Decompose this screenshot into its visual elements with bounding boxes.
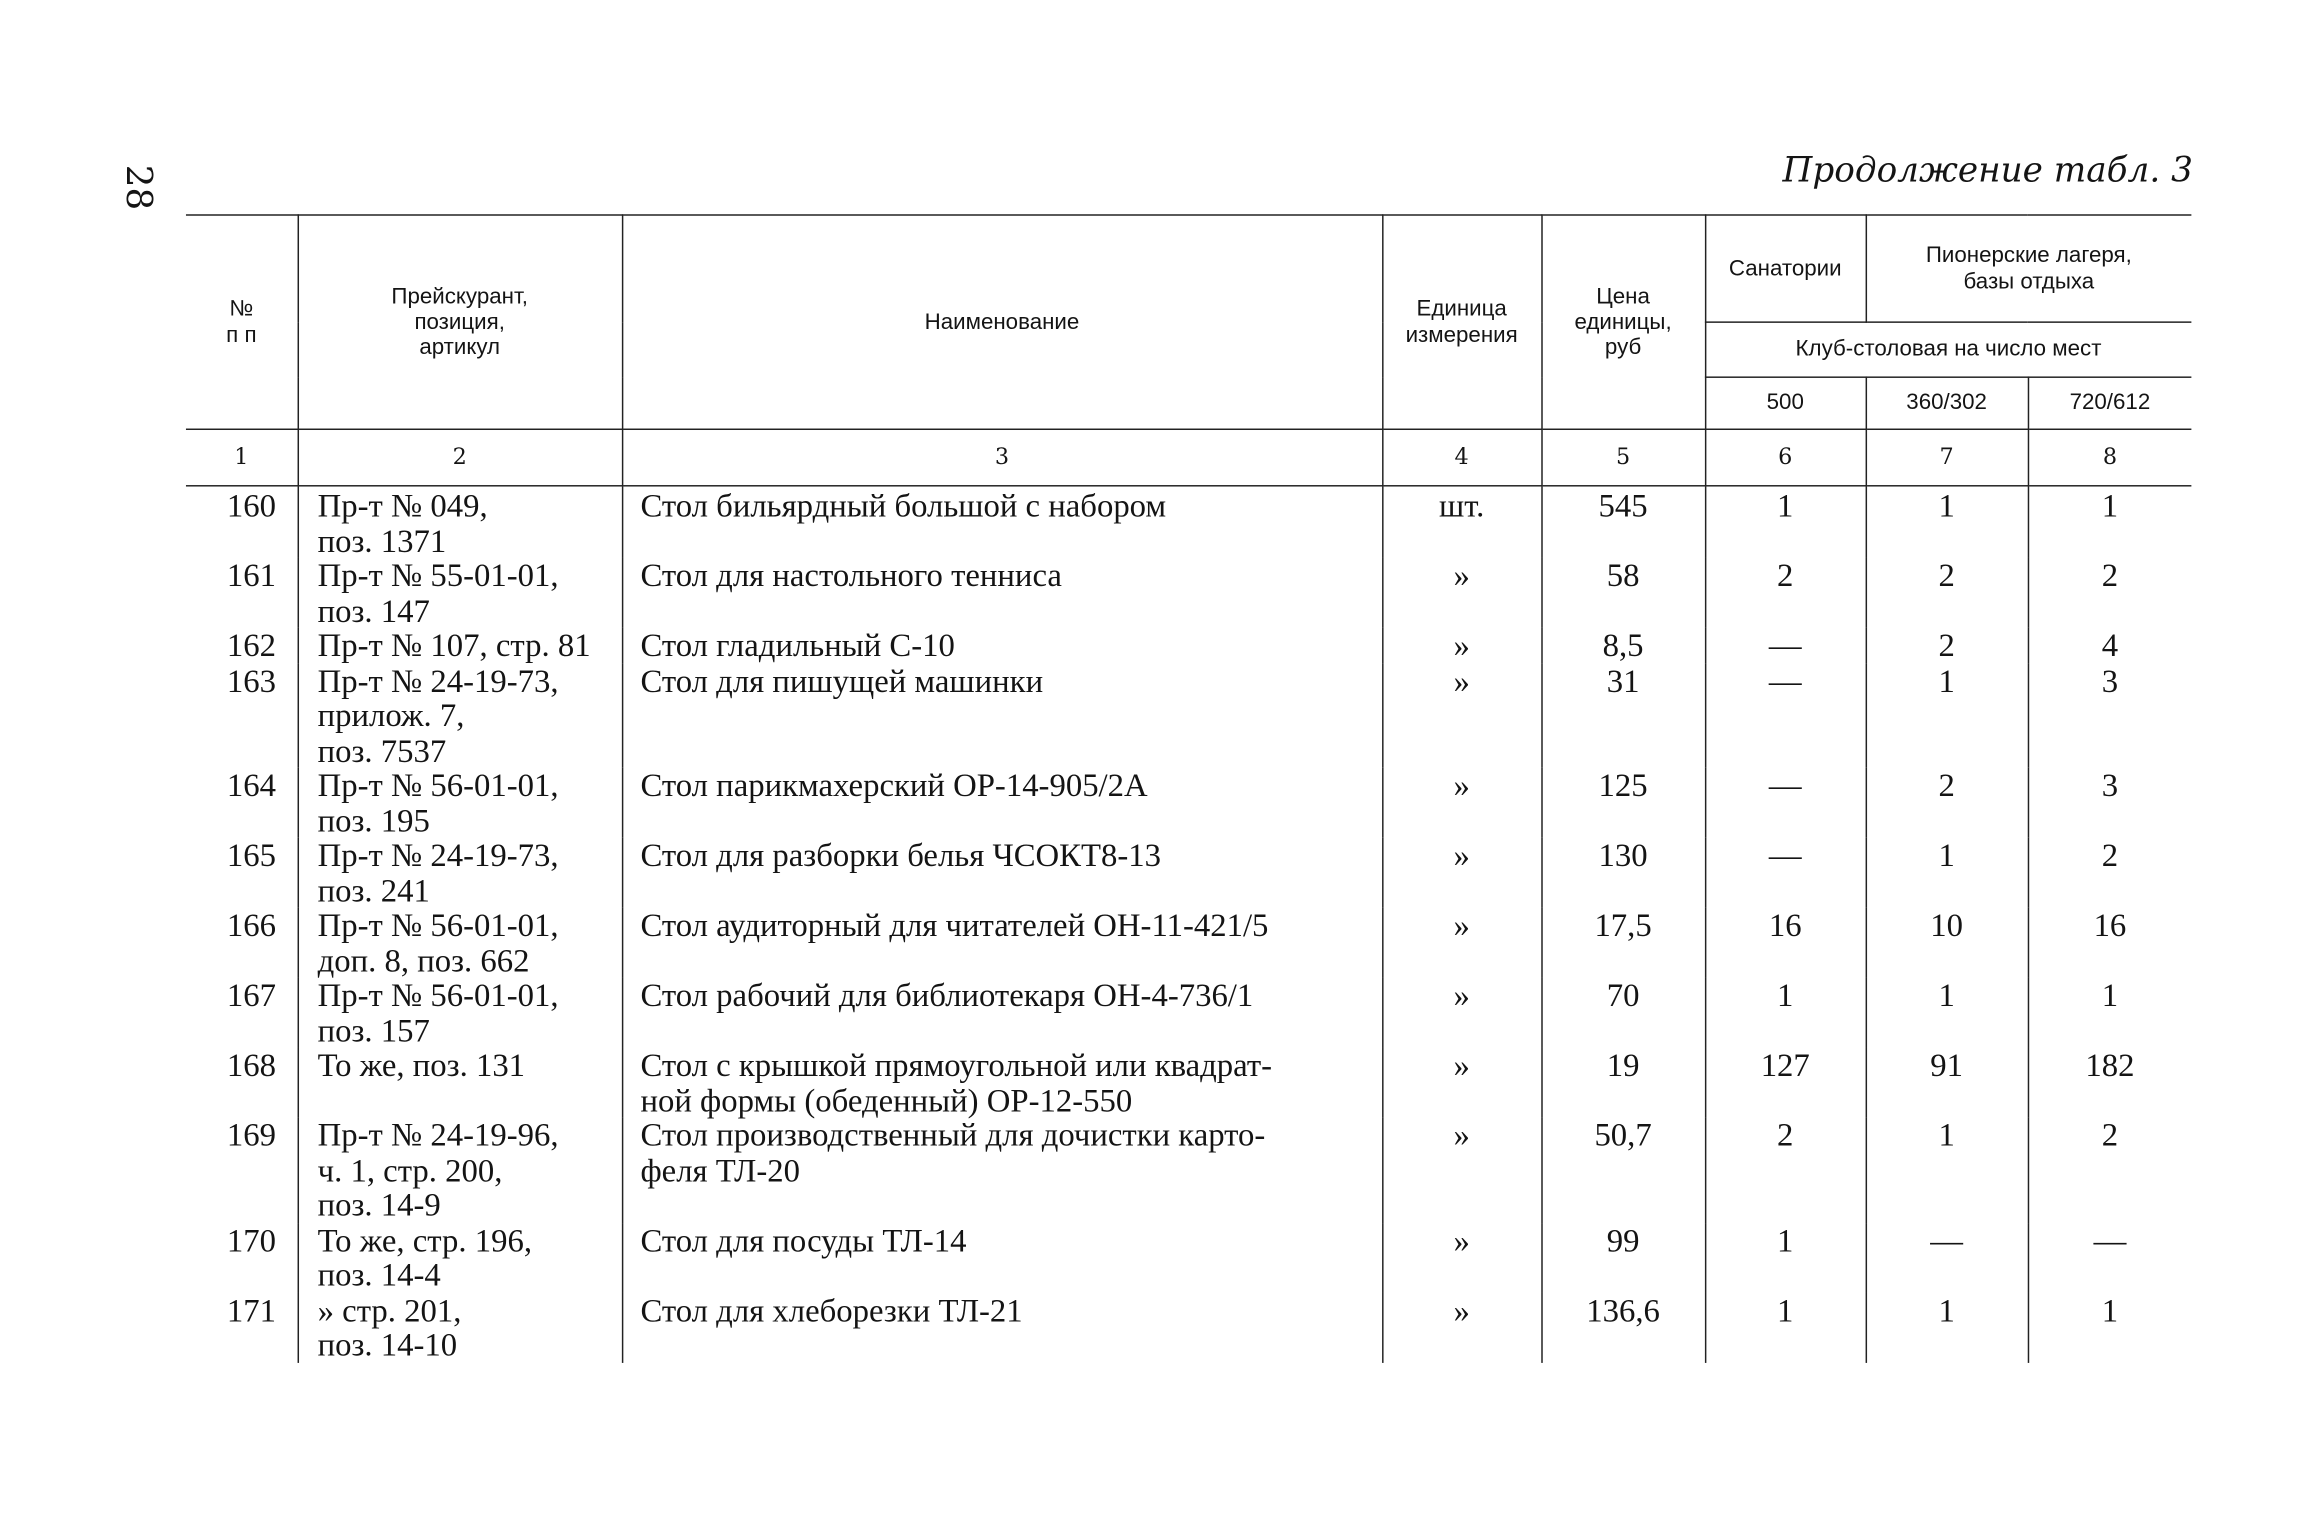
qty-camp-360: 1 xyxy=(1866,838,2028,908)
qty-camp-720: 3 xyxy=(2101,766,2119,804)
row-number: 163 xyxy=(186,663,298,768)
item-name-line: ной формы (обеденный) ОР-12-550 xyxy=(640,1080,1133,1119)
item-name-line: Стол гладильный С-10 xyxy=(640,626,955,664)
row-number: 170 xyxy=(186,1222,298,1292)
column-number: 1 xyxy=(186,429,298,486)
item-name xyxy=(622,486,1382,558)
item-name xyxy=(622,558,1382,628)
table-row xyxy=(186,768,2191,838)
qty-sanatorium-500: — xyxy=(1705,838,1866,908)
row-number: 168 xyxy=(186,1047,298,1117)
item-name xyxy=(622,978,1382,1048)
price-list-ref-line: поз. 1371 xyxy=(317,521,447,559)
price-list-ref-line: Пр-т № 56-01-01, xyxy=(317,976,559,1014)
item-name-line: Стол для разборки белья ЧСОКТ8-13 xyxy=(640,836,1162,874)
qty-sanatorium-500: — xyxy=(1705,663,1866,768)
column-number: 7 xyxy=(1866,429,2028,486)
item-name xyxy=(622,1222,1382,1292)
header-unit: Единица измерения xyxy=(1382,215,1541,429)
table-row xyxy=(186,628,2191,663)
price-list-ref xyxy=(298,486,622,558)
price-list-ref-line: поз. 147 xyxy=(317,591,430,629)
table-row xyxy=(186,1222,2191,1292)
item-name xyxy=(622,768,1382,838)
price-list-ref-line: поз. 14-4 xyxy=(317,1255,441,1293)
qty-sanatorium-500: 1 xyxy=(1705,486,1866,558)
item-name-line: Стол производственный для дочистки карто- xyxy=(640,1115,1266,1154)
price-list-ref-line: поз. 241 xyxy=(317,871,430,909)
qty-camp-360: 1 xyxy=(1866,663,2028,768)
price-list-ref xyxy=(298,768,622,838)
price-list-ref xyxy=(298,1292,622,1362)
qty-sanatorium-500: 2 xyxy=(1705,558,1866,628)
table-row xyxy=(186,1047,2191,1117)
qty-camp-360: 1 xyxy=(1866,486,2028,558)
table-row xyxy=(186,486,2191,558)
item-name-line: Стол для пишущей машинки xyxy=(640,661,1044,699)
row-number: 166 xyxy=(186,908,298,978)
table-row xyxy=(186,558,2191,628)
item-name-line: Стол для посуды ТЛ-14 xyxy=(640,1220,967,1259)
header-seats-500: 500 xyxy=(1705,377,1866,429)
qty-camp-720: 2 xyxy=(2101,556,2119,594)
qty-camp-360: 2 xyxy=(1866,558,2028,628)
item-name-line: Стол бильярдный большой с набором xyxy=(640,486,1167,524)
price-list-ref-line: Пр-т № 24-19-73, xyxy=(317,836,559,874)
item-name xyxy=(622,908,1382,978)
row-number: 165 xyxy=(186,838,298,908)
qty-camp-720: 3 xyxy=(2101,661,2119,699)
qty-camp-360: 10 xyxy=(1866,908,2028,978)
unit: » xyxy=(1382,908,1541,978)
qty-camp-360: 91 xyxy=(1866,1047,2028,1117)
item-name xyxy=(622,1117,1382,1222)
qty-sanatorium-500: 2 xyxy=(1705,1117,1866,1222)
table-body xyxy=(186,486,2191,1362)
price-list-ref-line: прилож. 7, xyxy=(317,696,465,734)
unit-price: 99 xyxy=(1541,1222,1705,1292)
header-camps: Пионерские лагеря, базы отдыха xyxy=(1866,215,2192,322)
item-name-line: Стол с крышкой прямоугольной или квадрат- xyxy=(640,1045,1273,1084)
item-name-line: Стол для хлеборезки ТЛ-21 xyxy=(640,1290,1023,1328)
qty-camp-720: 16 xyxy=(2093,906,2127,944)
price-list-ref-line: Пр-т № 56-01-01, xyxy=(317,906,559,944)
price-list-ref-line: поз. 14-9 xyxy=(317,1185,441,1224)
qty-camp-720: 1 xyxy=(2101,486,2119,524)
price-list-ref-line: То же, поз. 131 xyxy=(317,1045,526,1084)
page-number: 28 xyxy=(117,164,160,211)
header-sanatorium: Санатории xyxy=(1705,215,1866,322)
equipment-table xyxy=(186,214,2191,1362)
price-list-ref xyxy=(298,558,622,628)
qty-camp-360: 2 xyxy=(1866,768,2028,838)
column-number: 2 xyxy=(298,429,622,486)
header-club: Клуб-столовая на число мест xyxy=(1705,322,2191,377)
table-caption: Продолжение табл. 3 xyxy=(1782,151,2193,191)
column-number: 3 xyxy=(622,429,1382,486)
price-list-ref-line: Пр-т № 049, xyxy=(317,486,488,524)
price-list-ref-line: поз. 7537 xyxy=(317,731,447,769)
row-number: 169 xyxy=(186,1117,298,1222)
unit: » xyxy=(1382,1117,1541,1222)
qty-camp-720: 182 xyxy=(2085,1045,2135,1084)
price-list-ref-line: Пр-т № 107, стр. 81 xyxy=(317,626,591,664)
price-list-ref-line: ч. 1, стр. 200, xyxy=(317,1150,503,1189)
unit-price: 130 xyxy=(1541,838,1705,908)
price-list-ref-line: Пр-т № 24-19-96, xyxy=(317,1115,559,1154)
table-row xyxy=(186,978,2191,1048)
unit: » xyxy=(1382,558,1541,628)
qty-camp-720: 2 xyxy=(2101,1115,2119,1154)
row-number: 161 xyxy=(186,558,298,628)
row-number: 167 xyxy=(186,978,298,1048)
item-name xyxy=(622,628,1382,663)
unit: » xyxy=(1382,768,1541,838)
price-list-ref xyxy=(298,1047,622,1117)
column-number: 4 xyxy=(1382,429,1541,486)
table-row xyxy=(186,1117,2191,1222)
item-name-line: Стол аудиторный для читателей ОН-11-421/5 xyxy=(640,906,1269,944)
item-name xyxy=(622,663,1382,768)
price-list-ref-line: Пр-т № 55-01-01, xyxy=(317,556,559,594)
qty-camp-720: 1 xyxy=(2101,1290,2119,1328)
unit: » xyxy=(1382,838,1541,908)
qty-sanatorium-500: 1 xyxy=(1705,1292,1866,1362)
price-list-ref xyxy=(298,838,622,908)
unit-price: 136,6 xyxy=(1541,1292,1705,1362)
row-number: 160 xyxy=(186,486,298,558)
qty-camp-360: 1 xyxy=(1866,1117,2028,1222)
table-row xyxy=(186,1292,2191,1362)
price-list-ref-line: Пр-т № 24-19-73, xyxy=(317,661,559,699)
item-name xyxy=(622,1047,1382,1117)
qty-camp-720: 2 xyxy=(2101,836,2119,874)
item-name-line: Стол парикмахерский ОР-14-905/2А xyxy=(640,766,1148,804)
price-list-ref xyxy=(298,663,622,768)
qty-sanatorium-500: 1 xyxy=(1705,1222,1866,1292)
unit-price: 125 xyxy=(1541,768,1705,838)
qty-camp-720: — xyxy=(2093,1220,2127,1259)
header-no: № п п xyxy=(186,215,298,429)
item-name xyxy=(622,838,1382,908)
qty-camp-720: 4 xyxy=(2101,626,2119,664)
unit: » xyxy=(1382,1292,1541,1362)
qty-camp-720: 1 xyxy=(2101,976,2119,1014)
qty-sanatorium-500: 1 xyxy=(1705,978,1866,1048)
header-name: Наименование xyxy=(622,215,1382,429)
qty-camp-360: — xyxy=(1866,1222,2028,1292)
qty-sanatorium-500: 127 xyxy=(1705,1047,1866,1117)
unit-price: 8,5 xyxy=(1541,628,1705,663)
column-number: 5 xyxy=(1541,429,1705,486)
unit-price: 58 xyxy=(1541,558,1705,628)
price-list-ref-line: То же, стр. 196, xyxy=(317,1220,533,1259)
header-price: Цена единицы, руб xyxy=(1541,215,1705,429)
unit: » xyxy=(1382,978,1541,1048)
price-list-ref-line: Пр-т № 56-01-01, xyxy=(317,766,559,804)
unit: » xyxy=(1382,628,1541,663)
price-list-ref xyxy=(298,1222,622,1292)
table-row xyxy=(186,838,2191,908)
item-name-line: феля ТЛ-20 xyxy=(640,1150,800,1189)
unit: шт. xyxy=(1382,486,1541,558)
unit-price: 70 xyxy=(1541,978,1705,1048)
item-name-line: Стол рабочий для библиотекаря ОН-4-736/1 xyxy=(640,976,1254,1014)
unit-price: 17,5 xyxy=(1541,908,1705,978)
row-number: 162 xyxy=(186,628,298,663)
price-list-ref xyxy=(298,978,622,1048)
column-number: 8 xyxy=(2028,429,2192,486)
price-list-ref-line: » стр. 201, xyxy=(317,1290,462,1328)
price-list-ref-line: поз. 157 xyxy=(317,1011,430,1049)
item-name-line: Стол для настольного тенниса xyxy=(640,556,1062,594)
header-seats-360: 360/302 xyxy=(1866,377,2028,429)
qty-camp-360: 1 xyxy=(1866,1292,2028,1362)
price-list-ref-line: поз. 14-10 xyxy=(317,1325,458,1363)
unit-price: 19 xyxy=(1541,1047,1705,1117)
header-price-list: Прейскурант, позиция, артикул xyxy=(298,215,622,429)
row-number: 171 xyxy=(186,1292,298,1362)
price-list-ref-line: доп. 8, поз. 662 xyxy=(317,941,530,979)
table-row xyxy=(186,908,2191,978)
unit: » xyxy=(1382,1222,1541,1292)
qty-camp-360: 1 xyxy=(1866,978,2028,1048)
unit-price: 31 xyxy=(1541,663,1705,768)
unit-price: 545 xyxy=(1541,486,1705,558)
qty-sanatorium-500: — xyxy=(1705,768,1866,838)
unit-price: 50,7 xyxy=(1541,1117,1705,1222)
qty-sanatorium-500: 16 xyxy=(1705,908,1866,978)
price-list-ref xyxy=(298,1117,622,1222)
price-list-ref xyxy=(298,628,622,663)
header-seats-720: 720/612 xyxy=(2028,377,2192,429)
price-list-ref xyxy=(298,908,622,978)
item-name xyxy=(622,1292,1382,1362)
column-number: 6 xyxy=(1705,429,1866,486)
unit: » xyxy=(1382,663,1541,768)
qty-sanatorium-500: — xyxy=(1705,628,1866,663)
price-list-ref-line: поз. 195 xyxy=(317,801,430,839)
unit: » xyxy=(1382,1047,1541,1117)
row-number: 164 xyxy=(186,768,298,838)
table-row xyxy=(186,663,2191,768)
qty-camp-360: 2 xyxy=(1866,628,2028,663)
